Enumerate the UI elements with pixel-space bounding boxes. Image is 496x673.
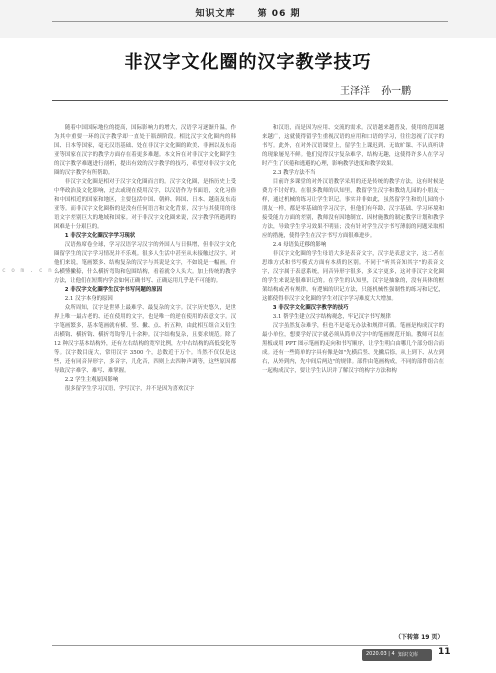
article-title: 非汉字文化圈的汉字教学技巧 — [124, 52, 372, 73]
section-heading: 2 非汉字文化圈学生汉字书写问题的原因 — [64, 287, 163, 293]
article-column-right — [262, 124, 444, 376]
body-paragraph: 目前许多课堂的对外汉语教学采用的还是传统的教学方法，这有时候是费力不讨好的。在很多教师的认知里，教留学生汉字和教幼儿园的小朋友一样，通过机械的练习让学生识记。事实并非如此，虽然留学生和幼儿园的小朋友一样，都是零基础的学习汉字，但他们有年龄、汉字基础、学习环境和接受能力方面的差别，教师没有因地制宜、因材施教的制定教学计划和教学方法，导致学生学习效果不明显；没有针对学生汉字书写薄弱的问题采取相应的措施，使得学生在汉字书写方面很难进步。 — [262, 179, 444, 239]
page-number: 11 — [438, 647, 451, 657]
author-name: 孙一鹏 — [381, 86, 412, 97]
subsection-heading: 3.1 帮学生建立汉字结构观念，牢记汉字书写规律 — [272, 314, 391, 320]
subsection-heading: 2.4 母语负迁移的影响 — [272, 242, 327, 248]
section-heading: 3 非汉字文化圈汉字教学的技巧 — [272, 305, 349, 311]
title-rule — [52, 100, 448, 101]
body-paragraph: 众所周知，汉字是世界上最难学、最复杂的文字。汉字历史悠久，是世界上唯一最古老的、还在使用的文字，也是唯一的逆在使用的表意文字。汉字笔画繁多，基本笔画就有横、竖、撇、点、折五种，由此相互组合又衍生出横钩、横折钩、横折弯钩等几十余种。汉字结构复杂，且要求规范。除了 12 种汉字基本结构外，还有左右结构的宽窄比例，左中右结构的高低变化等等。汉字数目庞大，常用汉字 3500 个，总数近于万个。当然不仅仅是这些，还有同音异形字，多音字，儿化音，四则上去四种声调等，这些原因都导致汉字难学、难写、难掌握。 — [54, 305, 236, 374]
body-paragraph: 随着中国国际地位的提高，国际影响力的增大，汉语学习逐渐升温，作为其中重要一环的汉字教学却一直处于瓶颈阶段。相比汉字文化圈内的韩国、日本等国家，毫无汉语基础、处在非汉字文化圈的欧美、非洲以及东南亚等国家在汉字的教学方面存在着更多难题。本文旨在对非汉字文化圈学生的汉字教学难题进行剖析，提出有效的汉字教学的技巧，希望对非汉字文化圈的汉字教学有所帮助。 — [54, 125, 236, 176]
section-heading: 1 非汉字文化圈汉字学习现状 — [64, 233, 136, 239]
issue-label: 第 06 期 — [257, 9, 301, 19]
continued-note: （下转第 19 页） — [395, 634, 444, 641]
body-paragraph: 非汉字文化圈的学生母语大多是表音文字，汉字是表意文字，这二者在思维方式和书写模式方面有本质的区别。不同于"听其音知其字"的表音文字，汉字属于表意系统，同音异形字很多，多义字更多，这对非汉字文化圈的学生来说是很难识记的。在学生的认知里，汉字是抽象的，没有具体的框架结构或者有规律，有逻辑的识记方法，只能机械性强制性的练习和记忆，这都使得非汉字文化圈的学生对汉字学习难度大大增加。 — [262, 251, 444, 302]
footer-brand: 知识文库 — [398, 652, 419, 658]
subsection-heading: 2.1 汉字本身的原因 — [64, 296, 113, 302]
body-paragraph: 很多留学生学习汉语，学写汉字，并不是因为喜欢汉字 — [64, 386, 195, 392]
body-paragraph: 和汉语，而是因为应用、交流的需求。汉语越来越普及，使用的范围越来越广，这就使得留学生重视汉语的应用和口语的学习，往往忽视了汉字的书写。此外，在对外汉语课堂上，留学生上课迟到、无故旷课、不认真听讲的现象屡见不鲜。他们觉得汉字复杂难学，结构无趣，这使得许多人在学习时产生了厌倦和逃避的心理，影响教学进度和教学效果。 — [262, 125, 444, 167]
journal-header — [0, 6, 496, 19]
subsection-heading: 2.2 学生主观原因影响 — [64, 377, 119, 383]
footer-issue: 2020.03 | 4 — [366, 651, 395, 657]
journal-name: 知识文库 — [195, 9, 236, 19]
body-paragraph: 非汉字文化圈是相对于汉字文化圈而言的。汉字文化圈，是指历史上受中华政治及文化影响，过去或现在使用汉字，以汉语作为书面语，文化习俗和中国相近的国家和地区，主要包括中国、朝鲜、韩国、日本、越南及东南亚等。而非汉字文化圈指的是没有任何语言和文化背景，汉字与其使用的母语文字差别巨大的地域和国家。对于非汉字文化圈来说，汉字教学所遇到的困难是十分艰巨的。 — [54, 179, 236, 230]
body-paragraph: 汉语热席卷全球，学习汉语学习汉字的外国人与日俱增，但非汉字文化圈留学生的汉字学习情况并不乐观。很多人生活中甚至从未接触过汉字，对他们来说，笔画繁多、结构复杂的汉字与其说是文字，不如说是一幅画，什么横竖撇捺，什么横折弯钩和包围结构，看着就令人头大。加上传统的教学方法，让他们在短期内学会如何正确书写、正确运用几乎是不可能的。 — [54, 242, 236, 284]
author-name: 王泽洋 — [340, 86, 370, 97]
article-column-left — [54, 124, 236, 394]
watermark-text: c o m . c n . A i — [2, 267, 81, 274]
body-paragraph: 汉字虽然复杂难学，但也不是毫无办法和规律可循。笔画是构成汉字的最小单位，想要学好汉字就必须从简单汉字中的笔画规范开始。教师可以在黑板或用 PPT 图示笔画的走向和书写顺序，让学生明白由哪几个部分组合而成。还有一些简单的字具有像是如"先横后竖、先撇后捺，从上到下、从左到右，从外到内，先中间后两边"的规律。部件由笔画构成，不同的部件组合在一起构成汉字，要让学生认识并了解汉字的构字方法和构 — [262, 323, 444, 374]
subsection-heading: 2.3 教学方法不当 — [272, 170, 316, 176]
author-line — [340, 82, 450, 97]
footer-divider — [52, 645, 448, 646]
header-divider — [52, 21, 448, 22]
